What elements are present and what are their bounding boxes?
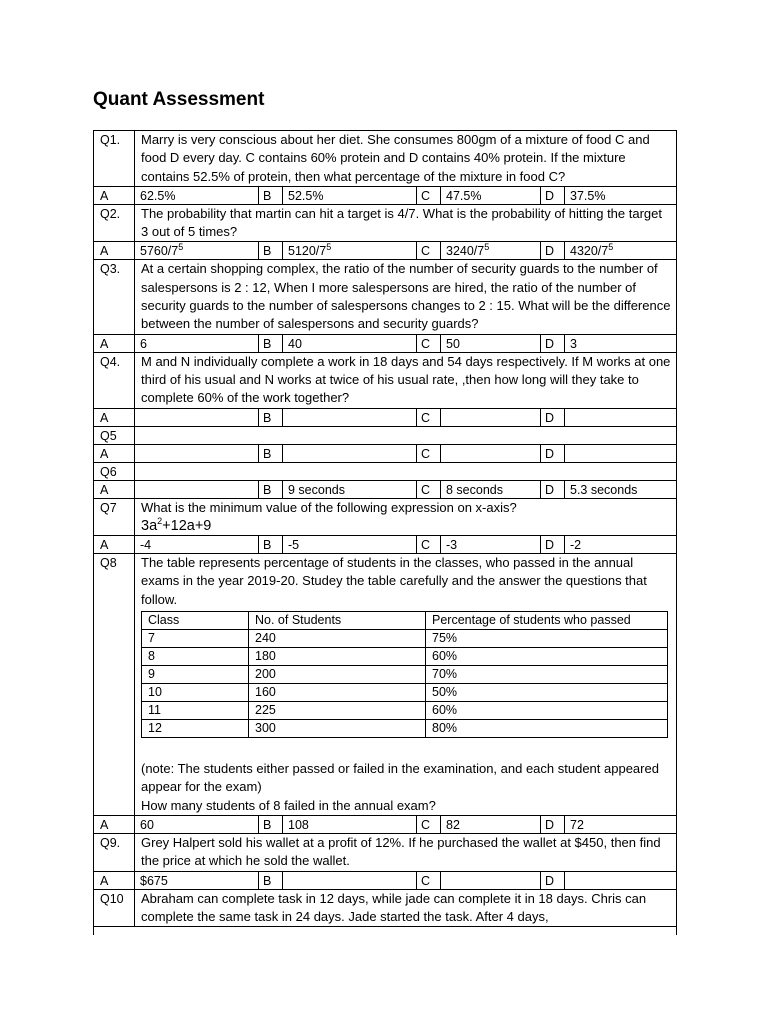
question-row [94,204,676,242]
students-table [141,611,668,738]
option-b [283,445,417,462]
table-row [142,666,668,684]
option-b: 52.5% [283,187,417,204]
option-c [441,242,541,259]
option-b-label: B [259,335,283,352]
option-d-label: D [541,187,565,204]
option-b [283,872,417,889]
question-row [94,498,676,536]
answer-row-label: A [94,536,135,553]
option-d-label: D [541,335,565,352]
option-a [135,242,259,259]
question-row [94,889,676,927]
answer-row [94,408,676,426]
option-d: 3 [570,336,577,351]
option-c-label: C [417,187,441,204]
option-b-label: B [259,187,283,204]
option-d-value: 4320/7 [570,244,609,259]
option-a [135,445,259,462]
table-cell: 225 [249,702,426,720]
option-c-label: C [417,335,441,352]
exponent: 2 [157,516,163,527]
option-b: 9 seconds [283,481,417,498]
option-d-label: D [541,242,565,259]
question-number: Q1. [94,131,135,186]
option-b-label: B [259,536,283,553]
option-d: 5.3 seconds [570,482,638,497]
table-bottom-border [94,926,676,927]
option-a: 60 [135,816,259,833]
answer-row-label: A [94,187,135,204]
answer-row-label: A [94,481,135,498]
option-c-label: C [417,445,441,462]
question-number: Q3. [94,260,135,333]
option-d [565,445,676,462]
question-row [94,833,676,871]
table-header: Class [142,612,249,630]
option-c-label: C [417,242,441,259]
table-cell: 7 [142,630,249,648]
table-row [142,702,668,720]
option-c-label: C [417,409,441,426]
option-d-label: D [541,481,565,498]
option-a-value: 5760/7 [140,244,179,259]
question-text: Abraham can complete task in 12 days, while jade can complete it in 18 days. Chris can complete the same task in 24 days. Jade started the task. After 4 days, [141,890,647,924]
assessment-table [93,130,677,935]
exponent: 5 [178,242,184,253]
option-b: -5 [283,536,417,553]
question-number: Q6 [94,463,135,480]
answer-row [94,815,676,833]
question-number: Q9. [94,834,135,871]
answer-row [94,535,676,553]
option-d-label: D [541,536,565,553]
option-b-label: B [259,816,283,833]
option-d [565,409,676,426]
answer-row [94,444,676,462]
option-b-label: B [259,445,283,462]
question-row [94,426,676,444]
option-b: 40 [283,335,417,352]
question-row [94,259,676,333]
question-number: Q5 [94,427,135,444]
option-d: 72 [570,817,584,832]
question-number: Q8 [94,554,135,815]
question-text: The table represents percentage of students in the classes, who passed in the annual exams in the year 2019-20. Studey the table carefully and the answer the questions that follow. [141,555,647,607]
expression-term: 3a [141,517,158,534]
option-a [135,481,259,498]
answer-row-label: A [94,445,135,462]
table-cell: 180 [249,648,426,666]
option-a: 6 [135,335,259,352]
table-cell: 80% [426,720,668,738]
question-text: What is the minimum value of the following expression on x-axis? [141,499,517,515]
question-text [135,463,676,480]
option-c-value: 3240/7 [446,244,485,259]
question-text [135,427,676,444]
table-cell: 300 [249,720,426,738]
answer-row-label: A [94,816,135,833]
answer-row [94,241,676,259]
answer-row [94,186,676,204]
question-text: Marry is very conscious about her diet. She consumes 800gm of a mixture of food C and food D every day. C contains 60% protein and D contains 40% protein. If the mixture contains 52.5% of protein, then what percentage of the mixture in food C? [141,132,650,184]
option-d [565,242,676,259]
expression-rest: +12a+9 [162,517,212,534]
question-text: Grey Halpert sold his wallet at a profit of 12%. If he purchased the wallet at $450, then find the price at which he sold the wallet. [141,834,661,869]
option-c-label: C [417,481,441,498]
table-cell: 70% [426,666,668,684]
question-body [135,499,676,536]
table-cell: 240 [249,630,426,648]
table-cell: 200 [249,666,426,684]
question-text: At a certain shopping complex, the ratio of the number of security guards to the number of salespersons is 2 : 12, When I more salespersons are hired, the ratio of the number of security guards to the number of salespersons changes to 2 : 15. What will be the difference between the number of salespersons and security guards? [141,261,671,332]
table-cell: 50% [426,684,668,702]
option-b [283,242,417,259]
answer-row-label: A [94,409,135,426]
math-expression [141,517,672,535]
table-cell: 10 [142,684,249,702]
question-note: (note: The students either passed or failed in the examination, and each student appeared appear for the exam) [141,761,659,795]
page-title: Quant Assessment [93,89,265,110]
option-b-label: B [259,242,283,259]
exponent: 5 [326,242,332,253]
table-row [142,684,668,702]
question-row [94,352,676,408]
option-d: 37.5% [570,188,606,203]
option-c: 8 seconds [441,481,541,498]
option-b [283,409,417,426]
table-cell: 11 [142,702,249,720]
option-d: -2 [570,538,582,553]
exponent: 5 [484,242,490,253]
answer-row [94,334,676,352]
question-body [135,554,676,815]
exponent: 5 [608,242,614,253]
option-c [441,872,541,889]
question-number: Q4. [94,353,135,408]
table-cell: 75% [426,630,668,648]
table-cell: 12 [142,720,249,738]
option-c: -3 [441,536,541,553]
option-d-label: D [541,872,565,889]
option-c [441,445,541,462]
table-header-row [142,612,668,630]
table-cell: 60% [426,702,668,720]
option-b-label: B [259,409,283,426]
table-row [142,720,668,738]
question-number: Q10 [94,890,135,927]
table-header: Percentage of students who passed [426,612,668,630]
answer-row [94,871,676,889]
option-d-label: D [541,816,565,833]
table-row [142,648,668,666]
table-row [142,630,668,648]
question-number: Q7 [94,499,135,536]
question-row [94,462,676,480]
table-cell: 160 [249,684,426,702]
question-number: Q2. [94,205,135,242]
option-a: 62.5% [135,187,259,204]
answer-row-label: A [94,242,135,259]
option-d [565,872,676,889]
option-b-label: B [259,481,283,498]
option-c: 82 [441,816,541,833]
option-d-label: D [541,409,565,426]
question-text: The probability that martin can hit a target is 4/7. What is the probability of hitting the target 3 out of 5 times? [141,205,662,240]
option-b-value: 5120/7 [288,244,327,259]
question-text: M and N individually complete a work in 18 days and 54 days respectively. If M works at one third of his usual and N works at twice of his usual rate, ,then how long will they take to complete 60% of the work together? [141,353,671,406]
option-b-label: B [259,872,283,889]
option-c-label: C [417,872,441,889]
question-row [94,130,676,186]
option-c: 47.5% [441,187,541,204]
option-b: 108 [283,816,417,833]
option-c: 50 [441,335,541,352]
option-c [441,409,541,426]
option-a: $675 [135,872,259,889]
question-row [94,553,676,815]
option-a [135,409,259,426]
option-c-label: C [417,536,441,553]
table-cell: 9 [142,666,249,684]
option-d-label: D [541,445,565,462]
answer-row-label: A [94,335,135,352]
option-c-label: C [417,816,441,833]
table-header: No. of Students [249,612,426,630]
answer-row-label: A [94,872,135,889]
table-cell: 8 [142,648,249,666]
table-cell: 60% [426,648,668,666]
question-prompt: How many students of 8 failed in the annual exam? [141,797,436,813]
option-a: -4 [135,536,259,553]
answer-row [94,480,676,498]
